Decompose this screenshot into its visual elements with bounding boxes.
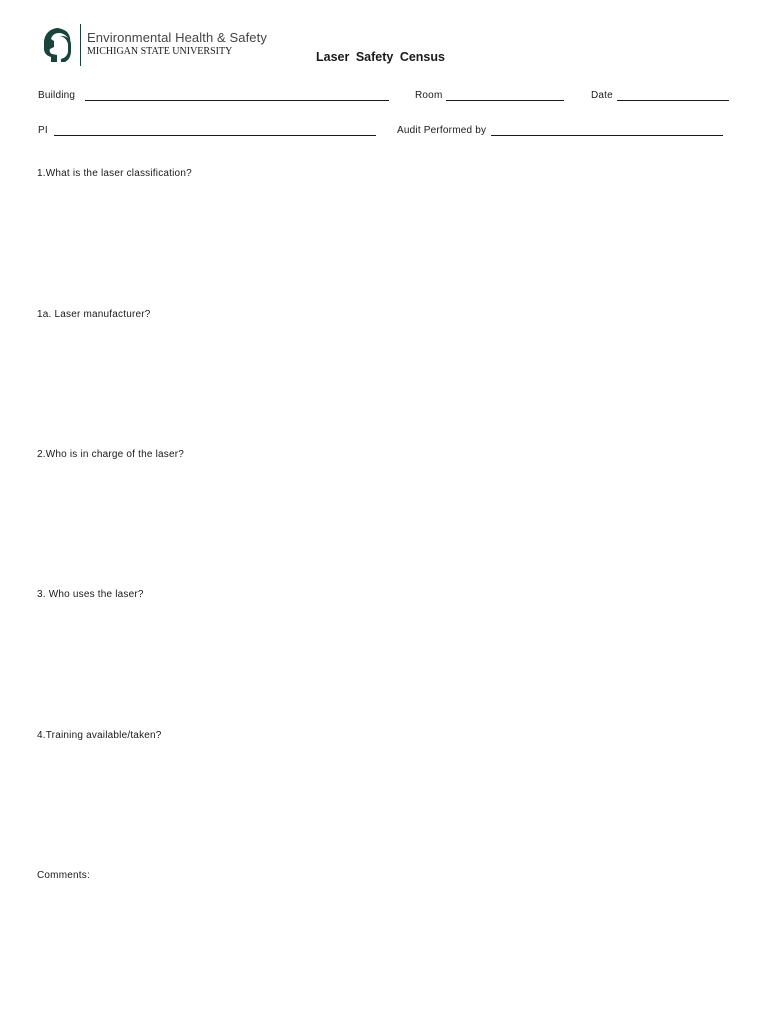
building-field[interactable]: [38, 90, 389, 101]
pi-input-line[interactable]: [54, 125, 376, 136]
audit-label: Audit Performed by: [397, 125, 487, 136]
date-field[interactable]: [591, 90, 729, 101]
room-field[interactable]: [415, 90, 564, 101]
pi-label: PI: [38, 125, 48, 136]
spartan-helmet-icon: [42, 27, 72, 63]
question-laser-users: 3. Who uses the laser?: [37, 589, 144, 600]
msu-ehs-logo: [40, 24, 280, 68]
logo-divider: [80, 24, 81, 66]
logo-university-name: MICHIGAN STATE UNIVERSITY: [87, 46, 233, 57]
question-laser-in-charge: 2.Who is in charge of the laser?: [37, 449, 185, 460]
question-laser-classification: 1.What is the laser classification?: [37, 168, 192, 179]
question-training: 4.Training available/taken?: [37, 730, 162, 741]
question-laser-manufacturer: 1a. Laser manufacturer?: [37, 309, 151, 320]
logo-department-name: Environmental Health & Safety: [87, 30, 267, 45]
room-input-line[interactable]: [446, 90, 564, 101]
form-title: Laser Safety Census: [316, 50, 445, 64]
audit-input-line[interactable]: [491, 125, 723, 136]
date-label: Date: [591, 90, 613, 101]
audit-field[interactable]: [397, 125, 723, 136]
comments-label: Comments:: [37, 870, 90, 881]
building-input-line[interactable]: [85, 90, 389, 101]
date-input-line[interactable]: [617, 90, 729, 101]
pi-field[interactable]: [38, 125, 376, 136]
room-label: Room: [415, 90, 443, 101]
building-label: Building: [38, 90, 76, 101]
